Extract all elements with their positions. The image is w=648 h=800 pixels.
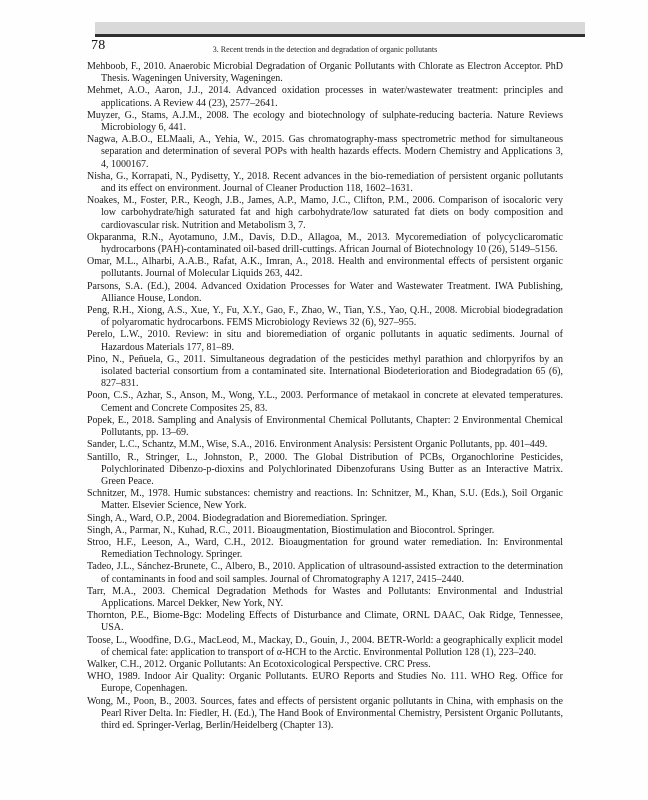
reference-entry: Thornton, P.E., Biome-Bgc: Modeling Effects of Disturbance and Climate, ORNL DAAC, Oak Ridge, Tennessee, USA. [87,610,563,634]
reference-entry: Perelo, L.W., 2010. Review: in situ and bioremediation of organic pollutants in aquatic sediments. Journal of Hazardous Materials 177, 81–89. [87,329,563,353]
reference-entry: Nagwa, A.B.O., ELMaali, A., Yehia, W., 2015. Gas chromatography-mass spectrometric method for simultaneous separation and determination of several POPs with health hazards effects. Modern Chemistry and Applications 3, 4, 1000167. [87,134,563,170]
reference-entry: Wong, M., Poon, B., 2003. Sources, fates and effects of persistent organic pollutants in China, with emphasis on the Pearl River Delta. In: Fiedler, H. (Ed.), The Hand Book of Environmental Chemistry, Persistent Organic Pollutants, third ed. Springer-Verlag, Berlin/Heidelberg (Chapter 13). [87,695,563,731]
reference-entry: Pino, N., Peñuela, G., 2011. Simultaneous degradation of the pesticides methyl parathion and chlorpyrifos by an isolated bacterial consortium from a contaminated site. International Biodeterioration and Biodegradation 65 (6), 827–831. [87,353,563,390]
reference-entry: Schnitzer, M., 1978. Humic substances: chemistry and reactions. In: Schnitzer, M., Khan, S.U. (Eds.), Soil Organic Matter. Elsevier Science, New York. [87,488,563,512]
reference-entry: Okparanma, R.N., Ayotamuno, J.M., Davis, D.D., Allagoa, M., 2013. Mycoremediation of polycyclicaromatic hydrocarbons (PAH)-contaminated oil-based drill-cuttings. African Journal of Biotechnology 10 (26), 5149–5156. [87,231,563,256]
references-list [87,61,563,732]
reference-entry: Santillo, R., Stringer, L., Johnston, P., 2000. The Global Distribution of PCBs, Organochlorine Pesticides, Polychlorinated Dibenzo-p-dioxins and Polychlorinated Dibenzofurans Using Butter as an Interactive Matrix. Green Peace. [87,451,563,487]
reference-entry: Singh, A., Ward, O.P., 2004. Biodegradation and Bioremediation. Springer. [87,512,388,524]
reference-entry: Mehmet, A.O., Aaron, J.J., 2014. Advanced oxidation processes in water/wastewater treatment: principles and applications. A Review 44 (23), 2577–2641. [87,85,563,109]
reference-entry: Muyzer, G., Stams, A.J.M., 2008. The ecology and biotechnology of sulphate-reducing bacteria. Nature Reviews Microbiology 6, 441. [87,109,563,134]
reference-entry: WHO, 1989. Indoor Air Quality: Organic Pollutants. EURO Reports and Studies No. 111. WHO Reg. Office for Europe, Copenhagen. [87,671,563,695]
reference-entry: Stroo, H.F., Leeson, A., Ward, C.H., 2012. Bioaugmentation for ground water remediation. In: Environmental Remediation Technology. Springer. [87,536,563,561]
page-number: 78 [91,38,106,53]
reference-entry: Poon, C.S., Azhar, S., Anson, M., Wong, Y.L., 2003. Performance of metakaol in concrete at elevated temperatures. Cement and Concrete Composites 25, 83. [87,390,563,414]
reference-entry: Singh, A., Parmar, N., Kuhad, R.C., 2011. Bioaugmentation, Biostimulation and Biocontrol. Springer. [87,524,495,536]
reference-entry: Parsons, S.A. (Ed.), 2004. Advanced Oxidation Processes for Water and Wastewater Treatment. IWA Publishing, Alliance House, London. [87,280,563,304]
reference-entry: Noakes, M., Foster, P.R., Keogh, J.B., James, A.P., Mamo, J.C., Clifton, P.M., 2006. Comparison of isocaloric very low carbohydrate/high saturated fat and high carbohydrate/low saturated fat diets on body composition and cardiovascular risk. Nutrition and Metabolism 3, 7. [87,195,563,231]
reference-entry: Walker, C.H., 2012. Organic Pollutants: An Ecotoxicological Perspective. CRC Press. [87,658,431,670]
reference-entry: Nisha, G., Korrapati, N., Pydisetty, Y., 2018. Recent advances in the bio-remediation of persistent organic pollutants and its effect on environment. Journal of Cleaner Production 118, 1602–1631. [87,170,563,195]
reference-entry: Omar, M.L., Alharbi, A.A.B., Rafat, A.K., Imran, A., 2018. Health and environmental effects of persistent organic pollutants. Journal of Molecular Liquids 263, 442. [87,256,563,280]
reference-entry: Mehboob, F., 2010. Anaerobic Microbial Degradation of Organic Pollutants with Chlorate as Electron Acceptor. PhD Thesis. Wageningen University, Wageningen. [87,61,563,85]
reference-entry: Tarr, M.A., 2003. Chemical Degradation Methods for Wastes and Pollutants: Environmental and Industrial Applications. Marcel Dekker, New York, NY. [87,585,563,609]
reference-entry: Popek, E., 2018. Sampling and Analysis of Environmental Chemical Pollutants, Chapter: 2 Environmental Chemical Pollutants, pp. 13–69. [87,414,563,439]
header-rule [95,34,585,37]
reference-entry: Toose, L., Woodfine, D.G., MacLeod, M., Mackay, D., Gouin, J., 2004. BETR-World: a geographically explicit model of chemical fate: application to transport of α-HCH to the Arctic. Environmental Pollution 128 (1), 223–240. [87,634,563,658]
reference-entry: Peng, R.H., Xiong, A.S., Xue, Y., Fu, X.Y., Gao, F., Zhao, W., Tian, Y.S., Yao, Q.H., 2008. Microbial biodegradation of polyaromatic hydrocarbons. FEMS Microbiology Reviews 32 (6), 927–955. [87,305,563,329]
running-head: 3. Recent trends in the detection and degradation of organic pollutants [212,45,438,54]
header-gray-band [95,22,585,34]
reference-entry: Tadeo, J.L., Sánchez-Brunete, C., Albero, B., 2010. Application of ultrasound-assisted extraction to the determination of contaminants in food and soil samples. Journal of Chromatography A 1217, 2415–2440. [87,561,563,585]
reference-entry: Sander, L.C., Schantz, M.M., Wise, S.A., 2016. Environment Analysis: Persistent Organic Pollutants, pp. 401–449. [87,439,548,451]
